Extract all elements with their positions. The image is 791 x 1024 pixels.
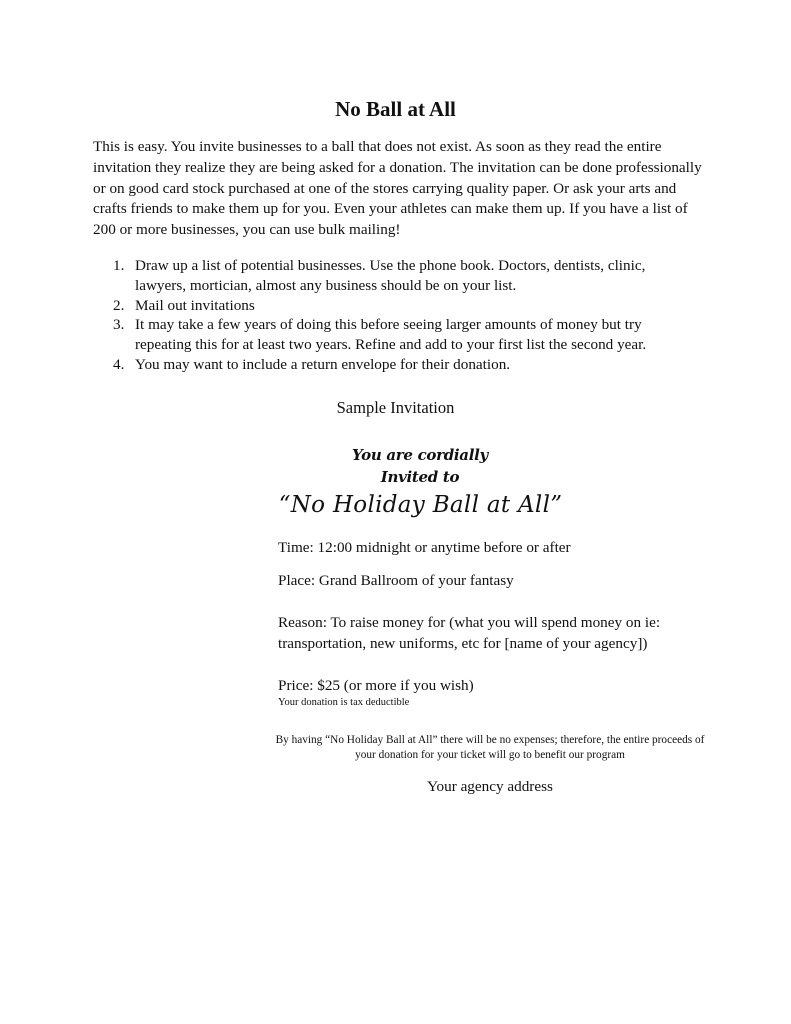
sample-invitation-heading: Sample Invitation xyxy=(336,398,455,417)
invitation-price: Price: $25 (or more if you wish) xyxy=(278,677,474,694)
invitation-greeting xyxy=(0,444,791,488)
tax-deductible-note: Your donation is tax deductible xyxy=(278,697,410,708)
list-item-text: You may want to include a return envelope for their donation. xyxy=(135,355,511,373)
list-item-number: 3. xyxy=(113,316,125,334)
list-item-number: 1. xyxy=(113,257,125,274)
invitation-time: Time: 12:00 midnight or anytime before or after xyxy=(278,539,571,556)
page-title: No Ball at All xyxy=(335,97,456,121)
list-item-number: 4. xyxy=(113,355,125,373)
list-item xyxy=(93,355,693,375)
list-item xyxy=(93,296,693,316)
list-item-text: Mail out invitations xyxy=(135,296,255,314)
event-name: “No Holiday Ball at All” xyxy=(278,492,563,518)
closing-note: By having “No Holiday Ball at All” there will be no expenses; therefore, the entire proceeds of your donation for your ticket will go to benefit our program xyxy=(275,734,705,761)
greeting-line-2: Invited to xyxy=(380,468,460,486)
agency-address: Your agency address xyxy=(427,778,553,795)
list-item-number: 2. xyxy=(113,296,125,314)
list-item xyxy=(93,256,693,296)
greeting-line-1: You are cordially xyxy=(352,446,488,464)
invitation-reason: Reason: To raise money for (what you will spend money on ie: transportation, new uniforms, etc for [name of your agency]) xyxy=(278,614,661,652)
intro-paragraph: This is easy. You invite businesses to a ball that does not exist. As soon as they read the entire invitation they realize they are being asked for a donation. The invitation can be done professionally or on good card stock purchased at one of the stores carrying quality paper. Or ask your arts and crafts friends to make them up for you. Even your athletes can make them up. If you have a list of 200 or more businesses, you can use bulk mailing! xyxy=(93,138,702,239)
list-item-text: Draw up a list of potential businesses. Use the phone book. Doctors, dentists, clinic, lawyers, mortician, almost any business should be on your list. xyxy=(135,257,646,294)
invitation-place: Place: Grand Ballroom of your fantasy xyxy=(278,572,514,589)
steps-list xyxy=(93,256,693,375)
list-item xyxy=(93,315,693,355)
list-item-text: It may take a few years of doing this before seeing larger amounts of money but try repeating this for at least two years. Refine and add to your first list the second year. xyxy=(135,316,647,354)
